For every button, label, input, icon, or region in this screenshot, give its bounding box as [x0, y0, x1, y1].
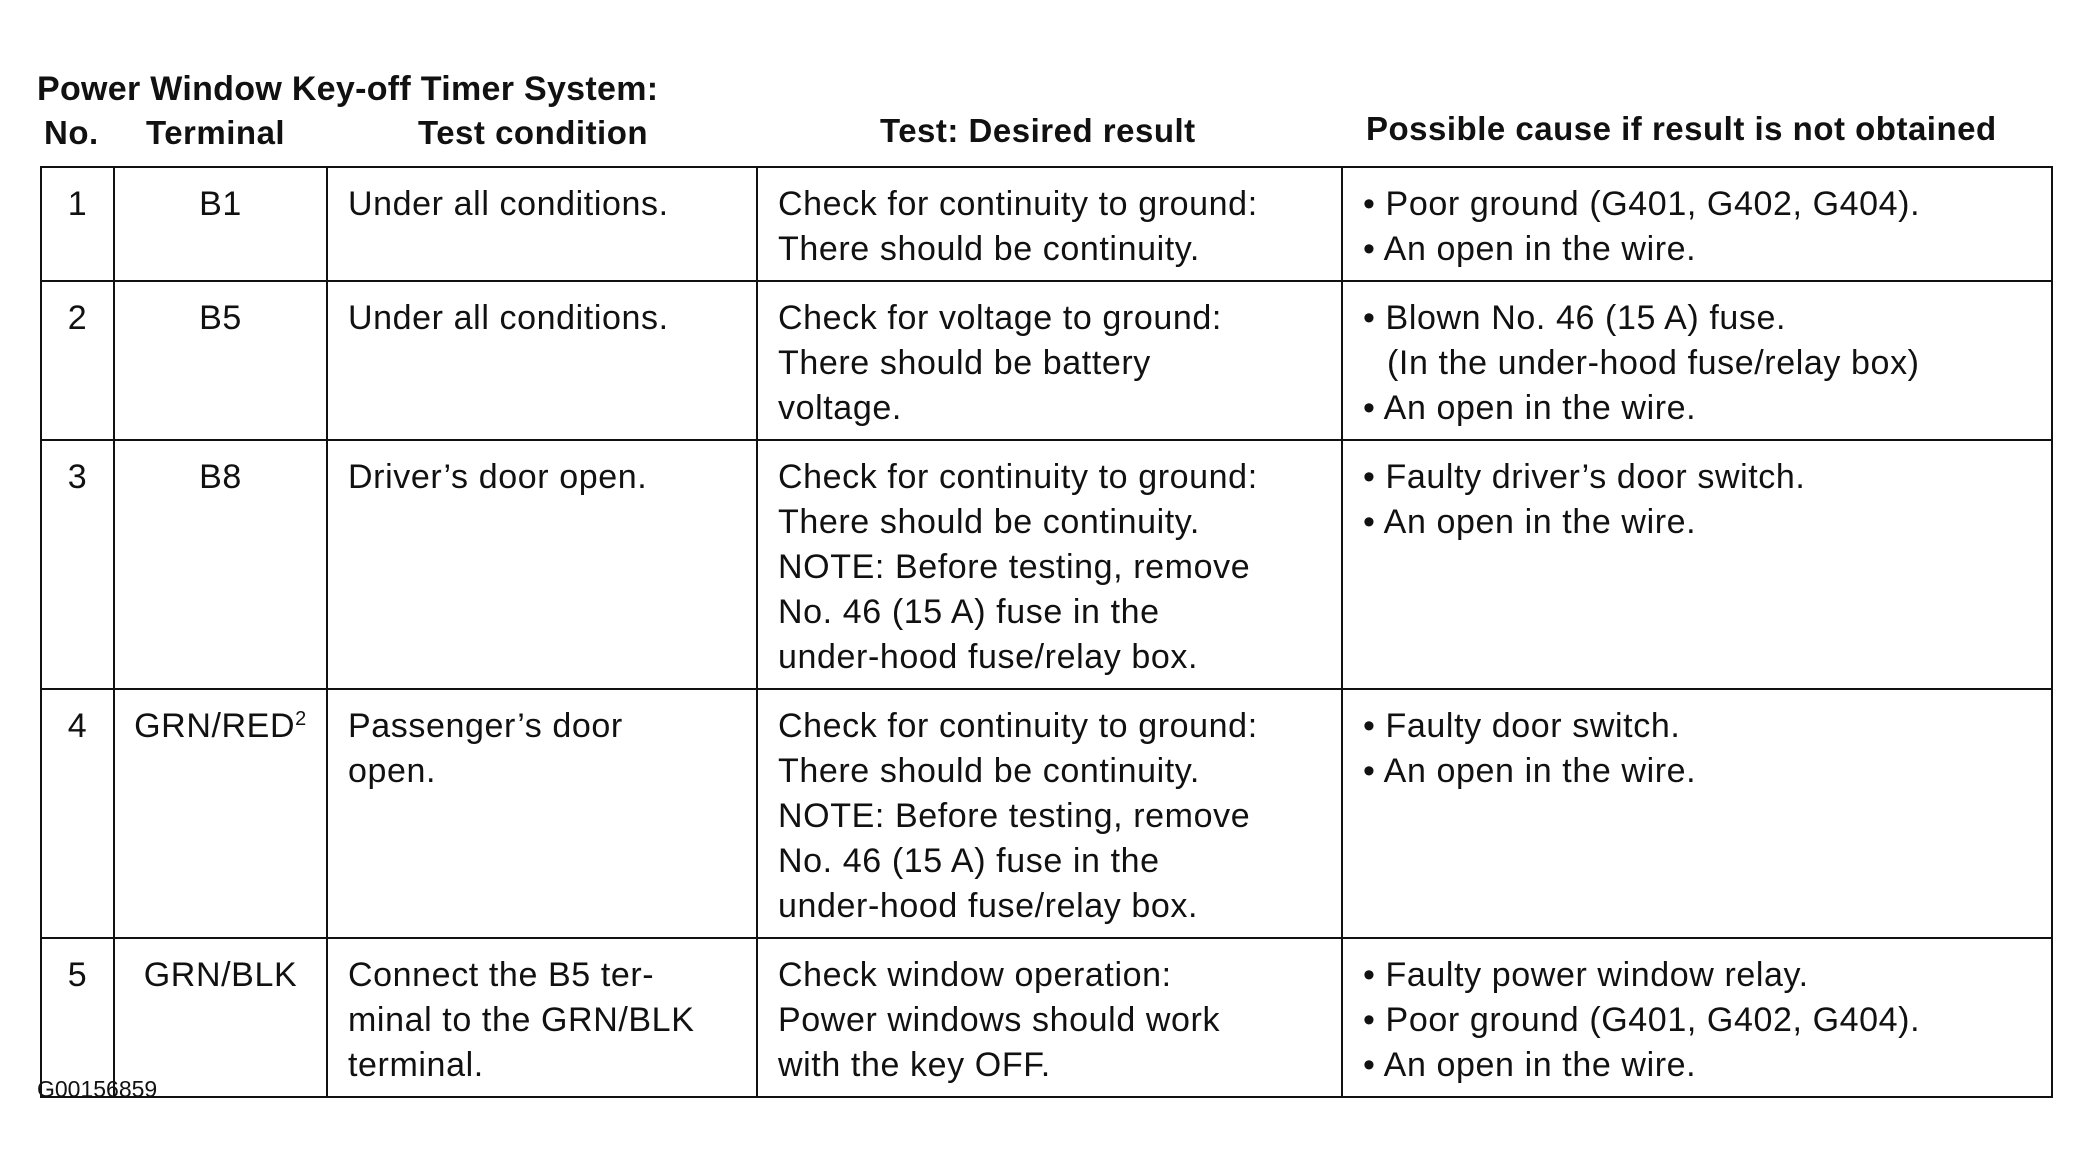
header-possible-cause: Possible cause if result is not obtained: [1366, 110, 1997, 147]
figure-id: G00156859: [37, 1076, 158, 1102]
condition-line: Connect the B5 ter-: [348, 956, 655, 994]
result-line: NOTE: Before testing, remove: [778, 548, 1251, 586]
terminal-label: B5: [199, 299, 242, 337]
condition-line: Under all conditions.: [348, 185, 669, 223]
result-line: Check for continuity to ground:: [778, 185, 1258, 223]
cell-no: 2: [41, 281, 114, 440]
terminal-label: B8: [199, 458, 242, 496]
cell-possible-cause: [1342, 689, 2052, 938]
result-line: voltage.: [778, 389, 902, 427]
result-line: No. 46 (15 A) fuse in the: [778, 593, 1160, 631]
cause-line: • An open in the wire.: [1363, 389, 1697, 427]
cell-test-condition: [327, 281, 757, 440]
result-line: Power windows should work: [778, 1001, 1221, 1039]
terminal-footnote: 2: [295, 708, 307, 730]
cause-line: • Faulty door switch.: [1363, 707, 1681, 745]
cell-terminal: [114, 281, 327, 440]
cause-line: • Faulty driver’s door switch.: [1363, 458, 1806, 496]
cell-test-condition: [327, 440, 757, 689]
condition-line: terminal.: [348, 1046, 484, 1084]
cell-terminal: [114, 167, 327, 281]
terminal-label: B1: [199, 185, 242, 223]
cell-terminal: [114, 440, 327, 689]
cause-line: • An open in the wire.: [1363, 503, 1697, 541]
condition-line: Passenger’s door: [348, 707, 623, 745]
cell-possible-cause: [1342, 167, 2052, 281]
table-row: [41, 167, 2052, 281]
cell-no: 5: [41, 938, 114, 1097]
cell-possible-cause: [1342, 440, 2052, 689]
header-no: No.: [44, 114, 99, 151]
table-row: [41, 689, 2052, 938]
diagnostic-table: [40, 166, 2053, 1098]
cell-test-condition: [327, 167, 757, 281]
cause-line: • An open in the wire.: [1363, 230, 1697, 268]
table-row: [41, 440, 2052, 689]
cause-line: (In the under-hood fuse/relay box): [1387, 344, 1920, 382]
cause-line: • Blown No. 46 (15 A) fuse.: [1363, 299, 1787, 337]
cause-line: • An open in the wire.: [1363, 1046, 1697, 1084]
result-line: There should be battery: [778, 344, 1151, 382]
cell-terminal: [114, 689, 327, 938]
table-row: [41, 281, 2052, 440]
result-line: Check window operation:: [778, 956, 1172, 994]
cell-no: 3: [41, 440, 114, 689]
cause-line: • Poor ground (G401, G402, G404).: [1363, 185, 1921, 223]
condition-line: open.: [348, 752, 437, 790]
terminal-label: GRN/RED: [134, 707, 296, 745]
cell-desired-result: [757, 440, 1342, 689]
cell-terminal: [114, 938, 327, 1097]
cause-line: • An open in the wire.: [1363, 752, 1697, 790]
terminal-label: GRN/BLK: [143, 956, 298, 994]
cell-desired-result: [757, 938, 1342, 1097]
cause-line: • Faulty power window relay.: [1363, 956, 1809, 994]
cell-test-condition: [327, 938, 757, 1097]
cell-desired-result: [757, 281, 1342, 440]
header-test-condition: Test condition: [418, 114, 649, 151]
cell-no: 1: [41, 167, 114, 281]
result-line: No. 46 (15 A) fuse in the: [778, 842, 1160, 880]
cause-line: • Poor ground (G401, G402, G404).: [1363, 1001, 1921, 1039]
cell-possible-cause: [1342, 938, 2052, 1097]
condition-line: minal to the GRN/BLK: [348, 1001, 695, 1039]
condition-line: Under all conditions.: [348, 299, 669, 337]
cell-desired-result: [757, 689, 1342, 938]
cell-test-condition: [327, 689, 757, 938]
header-desired-result: Test: Desired result: [880, 112, 1196, 149]
table-row: [41, 938, 2052, 1097]
result-line: There should be continuity.: [778, 230, 1200, 268]
cell-no: 4: [41, 689, 114, 938]
table-title: Power Window Key-off Timer System:: [37, 70, 659, 108]
result-line: Check for continuity to ground:: [778, 458, 1258, 496]
result-line: There should be continuity.: [778, 752, 1200, 790]
header-terminal: Terminal: [146, 114, 286, 151]
result-line: under-hood fuse/relay box.: [778, 887, 1199, 925]
result-line: under-hood fuse/relay box.: [778, 638, 1199, 676]
result-line: with the key OFF.: [778, 1046, 1051, 1084]
result-line: Check for voltage to ground:: [778, 299, 1222, 337]
condition-line: Driver’s door open.: [348, 458, 648, 496]
result-line: There should be continuity.: [778, 503, 1200, 541]
result-line: Check for continuity to ground:: [778, 707, 1258, 745]
table-body: [41, 167, 2052, 1097]
cell-possible-cause: [1342, 281, 2052, 440]
result-line: NOTE: Before testing, remove: [778, 797, 1251, 835]
cell-desired-result: [757, 167, 1342, 281]
